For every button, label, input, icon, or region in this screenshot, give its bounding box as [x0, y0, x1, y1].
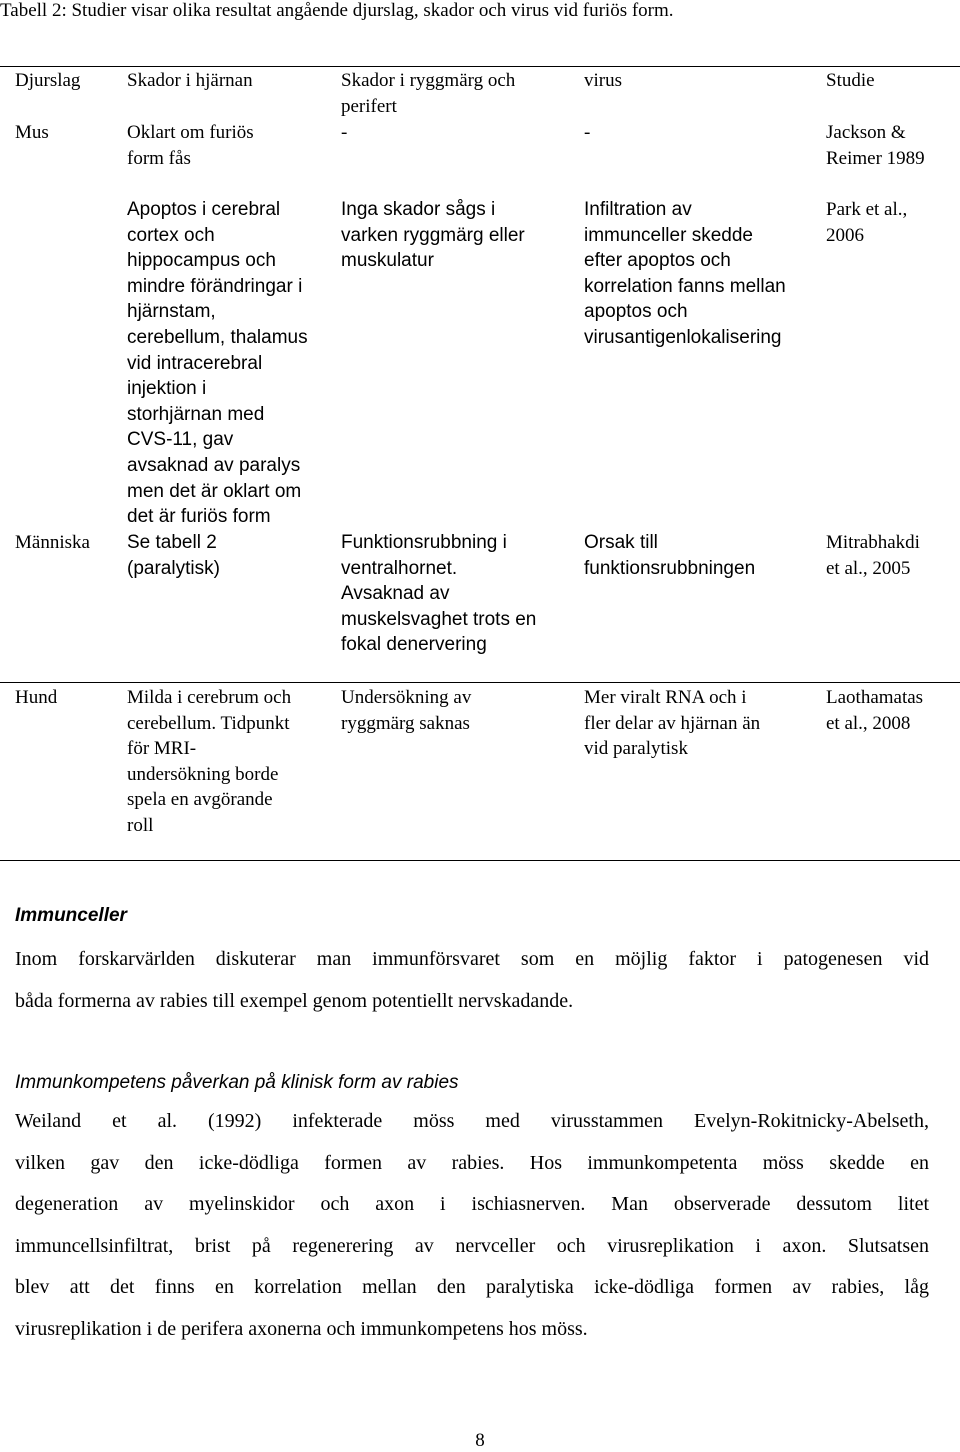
header-species: Djurslag [15, 70, 81, 91]
cell-line: avsaknad av paralys [127, 454, 301, 476]
cell-line: Undersökning av [341, 687, 472, 708]
cell-line: ryggmärg saknas [341, 712, 470, 734]
table-top-rule [0, 66, 960, 67]
paragraph-line: degeneration av myelinskidor och axon i ischiasnerven. Man observerade dessutom litet [15, 1193, 929, 1216]
row-manniska-brain [127, 530, 332, 581]
header-brain-line: Skador i hjärnan [127, 70, 253, 91]
row-park-spine [341, 197, 571, 274]
row-manniska-species: Människa [15, 532, 90, 553]
cell-line: 2006 [826, 224, 864, 246]
cell-line: injektion i [127, 378, 207, 400]
header-spine [341, 68, 571, 119]
cell-line: Milda i cerebrum och [127, 687, 292, 708]
cell-line: Orsak till [584, 532, 658, 553]
row-mus-virus: - [584, 122, 591, 143]
row-mus-spine: - [341, 122, 348, 143]
paragraph-line: blev att det finns en korrelation mellan den paralytiska icke-dödliga formen av rabies, låg [15, 1276, 929, 1299]
row-park-brain [127, 197, 332, 530]
cell-line: Mitrabhakdi [826, 532, 920, 553]
cell-line: Jackson & [826, 122, 906, 143]
paragraph-line: immuncellsinfiltrat, brist på regenerering av nervceller och virusreplikation i axon. Slutsatsen [15, 1234, 929, 1257]
subsection-paragraph [15, 1101, 929, 1351]
row-hund-virus [584, 685, 819, 762]
cell-line: et al., 2008 [826, 712, 911, 734]
cell-line: muskelsvaghet trots en [341, 608, 537, 630]
row-hund-brain [127, 685, 332, 839]
cell-line: varken ryggmärg eller [341, 224, 525, 246]
row-hund-species: Hund [15, 687, 58, 708]
cell-line: fokal denervering [341, 634, 487, 656]
row-manniska-study [826, 530, 960, 581]
header-spine-line: perifert [341, 95, 397, 117]
cell-line: Avsaknad av [341, 583, 450, 605]
row-manniska-spine [341, 530, 571, 658]
table-bottom-rule [0, 860, 960, 861]
cell-line: form fås [127, 147, 191, 169]
cell-line: fler delar av hjärnan än [584, 712, 761, 734]
table-caption: Tabell 2: Studier visar olika resultat angående djurslag, skador och virus vid furiös form. [0, 0, 674, 21]
paragraph-line: virusreplikation i de perifera axonerna och immunkompetens hos möss. [15, 1317, 588, 1340]
cell-line: apoptos och [584, 301, 688, 323]
cell-line: immunceller skedde [584, 224, 753, 246]
cell-line: men det är oklart om [127, 480, 302, 502]
cell-line: undersökning borde [127, 763, 279, 785]
cell-line: hippocampus och [127, 250, 276, 272]
row-manniska-virus [584, 530, 819, 581]
section-paragraph [15, 939, 929, 1022]
paragraph-line: Weiland et al. (1992) infekterade möss med virusstammen Evelyn-Rokitnicky-Abelseth, [15, 1110, 929, 1132]
row-park-virus [584, 197, 819, 351]
cell-line: CVS-11, gav [127, 429, 234, 451]
cell-line: Inga skador sågs i [341, 199, 496, 220]
header-spine-line: Skador i ryggmärg och [341, 70, 516, 91]
header-study: Studie [826, 70, 875, 91]
cell-line: vid intracerebral [127, 352, 263, 374]
cell-line: muskulatur [341, 250, 434, 272]
table-row-divider [0, 682, 960, 683]
cell-line: virusantigenlokalisering [584, 326, 782, 348]
cell-line: mindre förändringar i [127, 275, 303, 297]
header-virus: virus [584, 70, 622, 91]
row-mus-species: Mus [15, 122, 49, 143]
row-park-study [826, 197, 960, 248]
cell-line: det är furiös form [127, 506, 271, 528]
cell-line: hjärnstam, [127, 301, 216, 323]
cell-line: cerebellum. Tidpunkt [127, 712, 290, 734]
cell-line: Laothamatas [826, 687, 924, 708]
subsection-heading: Immunkompetens påverkan på klinisk form av rabies [15, 1072, 459, 1093]
cell-line: Se tabell 2 [127, 532, 217, 553]
cell-line: Oklart om furiös [127, 122, 254, 143]
cell-line: Reimer 1989 [826, 147, 925, 169]
cell-line: vid paralytisk [584, 738, 688, 760]
section-heading: Immunceller [15, 905, 127, 926]
paragraph-line: Inom forskarvärlden diskuterar man immunförsvaret som en möjlig faktor i patogenesen vid [15, 948, 929, 970]
cell-line: funktionsrubbningen [584, 557, 756, 579]
cell-line: efter apoptos och [584, 250, 731, 272]
paragraph-line: båda formerna av rabies till exempel genom potentiellt nervskadande. [15, 989, 574, 1012]
cell-line: Park et al., [826, 199, 908, 220]
cell-line: storhjärnan med [127, 403, 265, 425]
cell-line: cerebellum, thalamus [127, 326, 308, 348]
cell-line: spela en avgörande [127, 789, 273, 811]
header-brain [127, 68, 332, 94]
cell-line: korrelation fanns mellan [584, 275, 786, 297]
cell-line: Funktionsrubbning i [341, 532, 507, 553]
row-mus-brain [127, 120, 332, 171]
cell-line: (paralytisk) [127, 557, 220, 579]
cell-line: för MRI- [127, 738, 197, 760]
row-hund-study [826, 685, 960, 736]
cell-line: Mer viralt RNA och i [584, 687, 747, 708]
cell-line: et al., 2005 [826, 557, 911, 579]
cell-line: Apoptos i cerebral [127, 199, 281, 220]
cell-line: cortex och [127, 224, 215, 246]
row-hund-spine [341, 685, 571, 736]
row-mus-study [826, 120, 960, 171]
cell-line: ventralhornet. [341, 557, 458, 579]
cell-line: Infiltration av [584, 199, 692, 220]
paragraph-line: vilken gav den icke-dödliga formen av rabies. Hos immunkompetenta möss skedde en [15, 1151, 929, 1174]
cell-line: roll [127, 814, 154, 836]
page-number: 8 [475, 1430, 485, 1451]
